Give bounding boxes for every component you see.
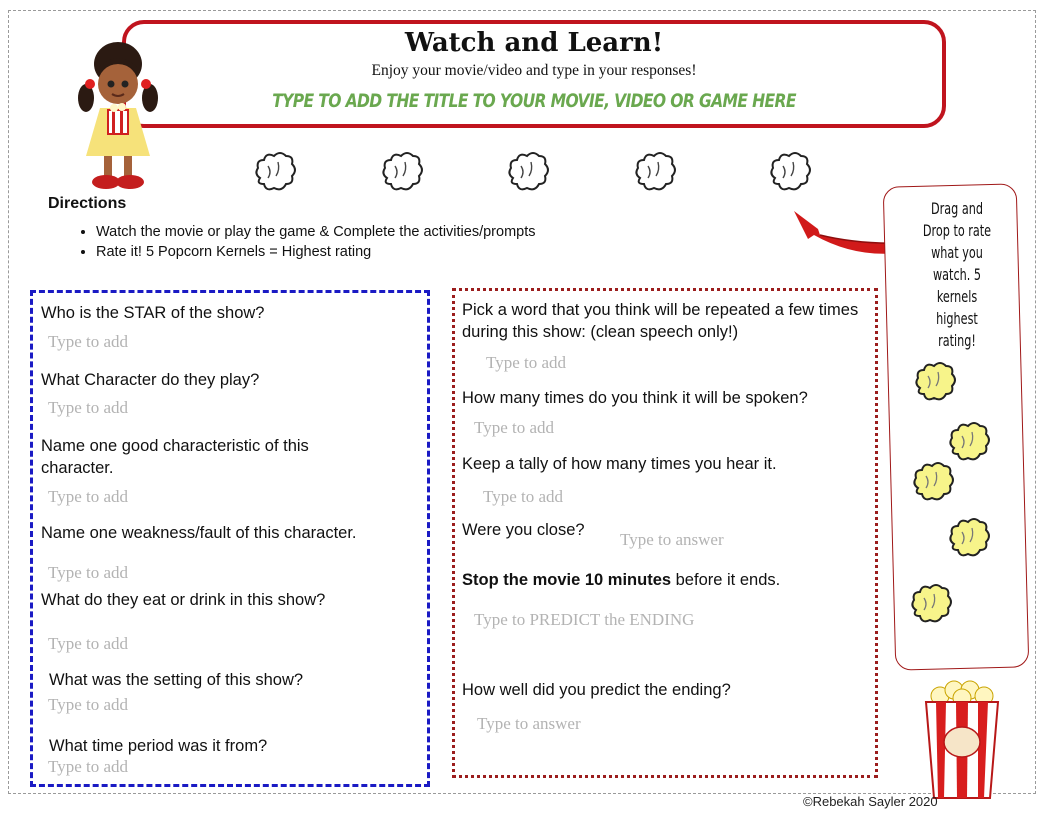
directions-item: • Watch the movie or play the game & Complete the activities/prompts — [96, 222, 696, 242]
answer-were-you-close-input[interactable]: Type to answer — [620, 530, 724, 549]
popcorn-kernel-icon[interactable] — [908, 458, 956, 506]
question-stop-movie-rest: before it ends. — [671, 571, 781, 589]
movie-title-input[interactable]: TYPE TO ADD THE TITLE TO YOUR MOVIE, VIDEO OR GAME HERE — [272, 90, 796, 112]
answer-setting-input[interactable]: Type to add — [48, 695, 129, 714]
answer-character-input[interactable]: Type to add — [48, 398, 129, 417]
question-weakness: Name one weakness/fault of this character. — [41, 524, 357, 542]
popcorn-outline-icon[interactable] — [630, 148, 678, 196]
answer-predict-accuracy-input[interactable]: Type to answer — [477, 714, 581, 733]
question-predict-accuracy: How well did you predict the ending? — [462, 681, 731, 699]
answer-predict-ending-input[interactable]: Type to PREDICT the ENDING — [474, 610, 695, 629]
question-repeated-word: Pick a word that you think will be repeated a few times during this show: (clean speech only!) — [462, 301, 859, 341]
question-stop-movie-bold: Stop the movie 10 minutes — [462, 571, 672, 589]
popcorn-outline-icon[interactable] — [503, 148, 551, 196]
directions-item: • Rate it! 5 Popcorn Kernels = Highest rating — [96, 242, 696, 262]
popcorn-kernel-icon[interactable] — [944, 514, 992, 562]
directions-list — [58, 222, 696, 262]
question-tally: Keep a tally of how many times you hear it. — [462, 455, 777, 473]
copyright-text: ©Rebekah Sayler 2020 — [803, 794, 938, 809]
answer-eat-drink-input[interactable]: Type to add — [48, 634, 129, 653]
question-eat-drink: What do they eat or drink in this show? — [41, 591, 326, 609]
question-times-spoken: How many times do you think it will be spoken? — [462, 389, 808, 407]
answer-times-spoken-input[interactable]: Type to add — [474, 418, 555, 437]
kernel-tray-instruction: Drag and Drop to rate what you watch. 5 kernels highest rating! — [922, 199, 992, 350]
question-were-you-close: Were you close? — [462, 521, 585, 539]
popcorn-kernel-icon[interactable] — [910, 358, 958, 406]
question-character: What Character do they play? — [41, 371, 260, 389]
question-star: Who is the STAR of the show? — [41, 304, 265, 322]
popcorn-outline-icon[interactable] — [377, 148, 425, 196]
girl-with-popcorn-icon — [70, 38, 166, 194]
popcorn-outline-icon[interactable] — [765, 148, 813, 196]
page-subtitle: Enjoy your movie/video and type in your responses! — [371, 62, 697, 79]
page-title: Watch and Learn! — [404, 28, 664, 58]
popcorn-bucket-icon — [922, 678, 1002, 800]
answer-time-period-input[interactable]: Type to add — [48, 757, 129, 776]
directions-heading: Directions — [48, 195, 127, 212]
question-setting: What was the setting of this show? — [49, 671, 304, 689]
question-time-period: What time period was it from? — [49, 737, 268, 755]
question-good-characteristic: Name one good characteristic of this character. — [41, 437, 309, 477]
answer-weakness-input[interactable]: Type to add — [48, 563, 129, 582]
answer-good-characteristic-input[interactable]: Type to add — [48, 487, 129, 506]
popcorn-outline-icon[interactable] — [250, 148, 298, 196]
popcorn-kernel-icon[interactable] — [906, 580, 954, 628]
answer-star-input[interactable]: Type to add — [48, 332, 129, 351]
answer-tally-input[interactable]: Type to add — [483, 487, 564, 506]
question-stop-movie — [462, 569, 792, 591]
answer-repeated-word-input[interactable]: Type to add — [486, 353, 567, 372]
